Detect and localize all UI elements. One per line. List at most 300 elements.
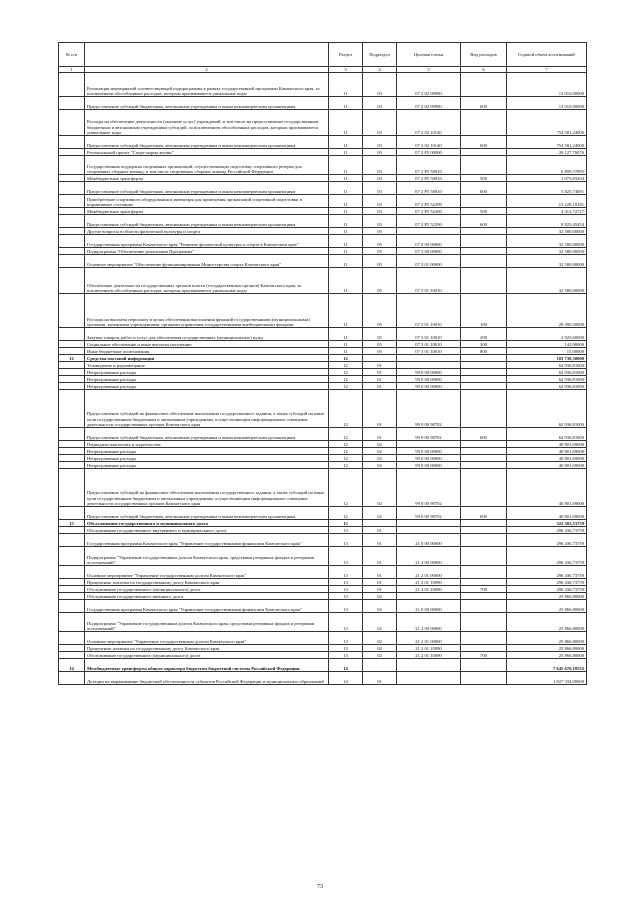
table-row xyxy=(59,579,587,586)
colnum-3: 3 xyxy=(329,67,363,73)
row-amount: 754 581,24000 xyxy=(507,136,587,149)
row-csr xyxy=(397,362,461,369)
row-razdel: 13 xyxy=(329,645,363,652)
row-vr xyxy=(461,255,507,268)
row-podrazdel xyxy=(363,355,397,362)
row-razdel: 11 xyxy=(329,195,363,208)
row-csr: 21 2 01 10090 xyxy=(397,645,461,652)
row-csr: 07 2 02 10140 xyxy=(397,136,461,149)
table-row xyxy=(59,156,587,175)
table-row xyxy=(59,73,587,97)
row-csr: 99 0 00 98702 xyxy=(397,390,461,428)
row-razdel: 11 xyxy=(329,248,363,255)
row-csr xyxy=(397,355,461,362)
row-amount: 103 738,50000 xyxy=(507,355,587,362)
row-vr xyxy=(461,228,507,235)
row-name: Непрограммные расходы xyxy=(85,369,329,376)
row-name: Обслуживание государственного внешнего долга xyxy=(85,593,329,600)
row-number xyxy=(59,195,85,208)
row-name: Обеспечение деятельности государственных органов власти (государственных органов) Камчатского края, за исключением обособленных расходов, которым присваиваются уникальные коды xyxy=(85,268,329,294)
row-podrazdel: 05 xyxy=(363,255,397,268)
row-number xyxy=(59,376,85,383)
row-razdel: 12 xyxy=(329,462,363,469)
row-name: Региональный проект "Спорт-норма жизни" xyxy=(85,149,329,156)
row-vr: 700 xyxy=(461,586,507,593)
row-podrazdel: 03 xyxy=(363,175,397,182)
row-amount: 296 436,73759 xyxy=(507,579,587,586)
row-razdel: 11 xyxy=(329,255,363,268)
row-podrazdel: 02 xyxy=(363,448,397,455)
row-number xyxy=(59,547,85,566)
row-vr xyxy=(461,448,507,455)
row-number xyxy=(59,369,85,376)
table-row xyxy=(59,294,587,328)
table-row xyxy=(59,527,587,534)
row-name: Основное мероприятие "Управление государственным долгом Камчатского края" xyxy=(85,632,329,645)
header-vr: Вид расходов xyxy=(461,43,507,67)
row-amount: 25 866,80000 xyxy=(507,593,587,600)
row-podrazdel: 02 xyxy=(363,469,397,507)
row-csr: 21 2 01 10090 xyxy=(397,586,461,593)
row-name: Предоставление субсидий бюджетным, автономным учреждениям и иным некоммерческим организациям xyxy=(85,507,329,520)
row-amount: 62 936,81000 xyxy=(507,428,587,441)
row-razdel: 11 xyxy=(329,149,363,156)
row-csr: 21 2 01 10090 xyxy=(397,652,461,659)
row-razdel: 12 xyxy=(329,369,363,376)
row-vr: 600 xyxy=(461,428,507,441)
row-podrazdel: 03 xyxy=(363,136,397,149)
row-podrazdel: 03 xyxy=(363,149,397,156)
table-row xyxy=(59,110,587,136)
row-number xyxy=(59,600,85,613)
row-podrazdel: 01 xyxy=(363,579,397,586)
row-amount: 1 073,83204 xyxy=(507,175,587,182)
row-number xyxy=(59,248,85,255)
row-amount: 25 866,80000 xyxy=(507,600,587,613)
row-razdel: 12 xyxy=(329,507,363,520)
row-razdel: 14 xyxy=(329,659,363,672)
row-podrazdel: 01 xyxy=(363,376,397,383)
row-amount: 15,00000 xyxy=(507,348,587,355)
table-row xyxy=(59,348,587,355)
row-vr xyxy=(461,156,507,175)
table-row xyxy=(59,632,587,645)
row-csr: 21 2 01 00000 xyxy=(397,632,461,645)
row-razdel: 11 xyxy=(329,228,363,235)
row-number xyxy=(59,593,85,600)
row-razdel: 13 xyxy=(329,534,363,547)
row-csr: 99 0 00 98702 xyxy=(397,469,461,507)
row-vr xyxy=(461,268,507,294)
row-amount: 4 412,72727 xyxy=(507,208,587,215)
row-csr: 99 0 00 00000 xyxy=(397,448,461,455)
row-csr: 07 3 01 10010 xyxy=(397,294,461,328)
row-number xyxy=(59,328,85,341)
header-num: № п/п xyxy=(59,43,85,67)
row-vr xyxy=(461,110,507,136)
row-razdel: 13 xyxy=(329,566,363,579)
table-row xyxy=(59,593,587,600)
row-name: Процентные платежи по государственному долгу Камчатского края xyxy=(85,579,329,586)
table-row xyxy=(59,215,587,228)
row-podrazdel: 03 xyxy=(363,182,397,195)
header-csr: Целевая статья xyxy=(397,43,461,67)
row-csr: 07 0 00 00000 xyxy=(397,235,461,248)
row-number xyxy=(59,156,85,175)
row-vr xyxy=(461,149,507,156)
header-razdel: Раздел xyxy=(329,43,363,67)
table-row xyxy=(59,228,587,235)
row-vr xyxy=(461,613,507,632)
row-amount: 754 581,24000 xyxy=(507,110,587,136)
row-podrazdel: 05 xyxy=(363,328,397,341)
row-vr xyxy=(461,672,507,685)
row-razdel: 11 xyxy=(329,97,363,110)
row-razdel: 12 xyxy=(329,441,363,448)
row-name: Обслуживание государственного (муниципального) долга xyxy=(85,652,329,659)
row-podrazdel: 05 xyxy=(363,248,397,255)
row-amount: 13 010,00000 xyxy=(507,97,587,110)
row-number xyxy=(59,645,85,652)
row-amount: 296 436,73759 xyxy=(507,527,587,534)
row-podrazdel: 03 xyxy=(363,215,397,228)
row-name: Межбюджетные трансферты общего характера бюджетам бюджетной системы Российской Федерации xyxy=(85,659,329,672)
header-row xyxy=(59,43,587,67)
row-amount: 62 936,81000 xyxy=(507,369,587,376)
row-amount: 13 228,18181 xyxy=(507,195,587,208)
colnum-7: 7 xyxy=(507,67,587,73)
row-amount: 8 825,45454 xyxy=(507,215,587,228)
table-row xyxy=(59,469,587,507)
row-csr: 07 2 P5 00000 xyxy=(397,149,461,156)
table-row xyxy=(59,390,587,428)
row-csr: 07 3 01 10010 xyxy=(397,348,461,355)
row-vr xyxy=(461,659,507,672)
row-podrazdel: 03 xyxy=(363,97,397,110)
row-name: Закупка товаров, работ и услуг для обеспечения государственных (муниципальных) нужд xyxy=(85,328,329,341)
row-vr xyxy=(461,520,507,527)
row-name: Предоставление субсидий бюджетным, автономным учреждениям и иным некоммерческим организациям xyxy=(85,215,329,228)
row-razdel: 12 xyxy=(329,455,363,462)
row-vr xyxy=(461,455,507,462)
row-name: Предоставление субсидий бюджетным, автономным учреждениям и иным некоммерческим организациям xyxy=(85,97,329,110)
row-csr: 21 0 00 00000 xyxy=(397,600,461,613)
row-name: Государственная поддержка спортивных организаций, осуществляющих подготовку спортивного резерва для спортивных сборных команд, в том числе спортивных сборных команд Российской Федерации xyxy=(85,156,329,175)
row-podrazdel: 02 xyxy=(363,441,397,448)
row-razdel: 11 xyxy=(329,341,363,348)
row-name: Непрограммные расходы xyxy=(85,383,329,390)
row-podrazdel: 01 xyxy=(363,534,397,547)
row-name: Предоставление субсидий на финансовое обеспечение выполнения государственного задания, а также субсидий на иные цели государственным бюджетным и автономным учреждениям, осуществляющим информационное освещение деятельности государственных органов Камчатского края xyxy=(85,469,329,507)
row-name: Средства массовой информации xyxy=(85,355,329,362)
row-razdel: 11 xyxy=(329,182,363,195)
row-vr xyxy=(461,534,507,547)
row-vr: 200 xyxy=(461,328,507,341)
row-razdel: 12 xyxy=(329,390,363,428)
row-amount: 1 827 334,00000 xyxy=(507,672,587,685)
row-podrazdel: 02 xyxy=(363,462,397,469)
table-row xyxy=(59,383,587,390)
row-podrazdel: 01 xyxy=(363,383,397,390)
header-name xyxy=(85,43,329,67)
row-amount: 40 801,69000 xyxy=(507,469,587,507)
table-row xyxy=(59,645,587,652)
colnum-1: 1 xyxy=(59,67,85,73)
row-name: Предоставление субсидий на финансовое обеспечение выполнения государственного задания, а также субсидий на иные цели государственным бюджетным и автономным учреждениям, осуществляющим информационное освещение деятельности государственных органов Камчатского края xyxy=(85,390,329,428)
row-number: 14 xyxy=(59,659,85,672)
row-number xyxy=(59,341,85,348)
row-number xyxy=(59,579,85,586)
row-number xyxy=(59,208,85,215)
table-row xyxy=(59,600,587,613)
row-number: 13 xyxy=(59,520,85,527)
table-row xyxy=(59,448,587,455)
row-razdel: 11 xyxy=(329,235,363,248)
row-number xyxy=(59,428,85,441)
row-csr: 07 2 P5 50810 xyxy=(397,156,461,175)
row-podrazdel: 01 xyxy=(363,390,397,428)
row-number xyxy=(59,294,85,328)
row-amount: 40 801,69000 xyxy=(507,441,587,448)
table-row xyxy=(59,182,587,195)
row-vr: 600 xyxy=(461,507,507,520)
row-number: 12 xyxy=(59,355,85,362)
row-number xyxy=(59,441,85,448)
row-number xyxy=(59,215,85,228)
row-amount: 40 801,69000 xyxy=(507,462,587,469)
row-amount: 32 580,00000 xyxy=(507,248,587,255)
row-name: Дотации на выравнивание бюджетной обеспеченности субъектов Российской Федерации и муниципальных образований xyxy=(85,672,329,685)
row-name: Реализация мероприятий соответствующей подпрограммы в рамках государственной программы Камчатского края, за исключением обособленных расходов, которым присваиваются уникальные коды xyxy=(85,73,329,97)
row-csr xyxy=(397,527,461,534)
row-podrazdel: 01 xyxy=(363,672,397,685)
table-row xyxy=(59,376,587,383)
row-csr: 07 2 02 09990 xyxy=(397,97,461,110)
colnum-4: 4 xyxy=(363,67,397,73)
row-podrazdel: 01 xyxy=(363,428,397,441)
row-amount: 40 801,69000 xyxy=(507,455,587,462)
row-csr: 99 0 00 00000 xyxy=(397,383,461,390)
row-amount: 13 010,00000 xyxy=(507,73,587,97)
row-csr: 99 0 00 98702 xyxy=(397,507,461,520)
row-vr xyxy=(461,632,507,645)
row-podrazdel: 05 xyxy=(363,294,397,328)
row-vr: 800 xyxy=(461,348,507,355)
row-name: Иные бюджетные ассигнования xyxy=(85,348,329,355)
row-name: Государственная программа Камчатского края "Управление государственными финансами Камчатского края" xyxy=(85,600,329,613)
row-podrazdel: 01 xyxy=(363,566,397,579)
row-name: Государственная программа Камчатского края "Управление государственными финансами Камчатского края" xyxy=(85,534,329,547)
row-podrazdel: 02 xyxy=(363,613,397,632)
row-csr: 21 2 00 00000 xyxy=(397,547,461,566)
table-row xyxy=(59,534,587,547)
row-vr: 600 xyxy=(461,97,507,110)
row-csr: 99 0 00 00000 xyxy=(397,455,461,462)
row-amount: 25 866,80000 xyxy=(507,652,587,659)
row-name: Периодическая печать и издательства xyxy=(85,441,329,448)
colnum-6: 6 xyxy=(461,67,507,73)
header-amount: Годовой объем ассигнований xyxy=(507,43,587,67)
row-name: Социальное обеспечение и иные выплаты населению xyxy=(85,341,329,348)
row-name: Межбюджетные трансферты xyxy=(85,208,329,215)
row-name: Обслуживание государственного и муниципального долга xyxy=(85,520,329,527)
row-podrazdel: 03 xyxy=(363,195,397,208)
row-name: Межбюджетные трансферты xyxy=(85,175,329,182)
row-vr xyxy=(461,248,507,255)
row-number xyxy=(59,228,85,235)
row-razdel: 11 xyxy=(329,110,363,136)
row-number xyxy=(59,175,85,182)
row-number xyxy=(59,182,85,195)
table-row xyxy=(59,441,587,448)
row-podrazdel: 02 xyxy=(363,455,397,462)
row-name: Непрограммные расходы xyxy=(85,448,329,455)
row-amount: 32 580,00000 xyxy=(507,228,587,235)
row-razdel: 12 xyxy=(329,355,363,362)
row-amount: 32 580,00000 xyxy=(507,255,587,268)
row-razdel: 12 xyxy=(329,362,363,369)
row-vr: 300 xyxy=(461,341,507,348)
row-name: Подпрограмма "Обеспечение реализации Программы" xyxy=(85,248,329,255)
row-razdel: 12 xyxy=(329,469,363,507)
row-amount: 296 436,73759 xyxy=(507,547,587,566)
row-vr: 600 xyxy=(461,182,507,195)
row-csr: 07 3 00 00000 xyxy=(397,248,461,255)
row-number xyxy=(59,586,85,593)
row-razdel: 11 xyxy=(329,328,363,341)
row-amount: 296 436,73759 xyxy=(507,586,587,593)
row-number xyxy=(59,383,85,390)
row-vr xyxy=(461,441,507,448)
row-razdel: 13 xyxy=(329,579,363,586)
row-razdel: 11 xyxy=(329,73,363,97)
row-vr xyxy=(461,593,507,600)
row-amount: 29 490,50000 xyxy=(507,294,587,328)
row-name: Обслуживание государственного (муниципального) долга xyxy=(85,586,329,593)
row-amount: 32 580,00000 xyxy=(507,268,587,294)
row-vr xyxy=(461,527,507,534)
row-number xyxy=(59,613,85,632)
row-number xyxy=(59,507,85,520)
table-row xyxy=(59,248,587,255)
row-csr: 99 0 00 00000 xyxy=(397,462,461,469)
row-amount: 142,90000 xyxy=(507,341,587,348)
row-podrazdel: 03 xyxy=(363,73,397,97)
table-row xyxy=(59,195,587,208)
document-sheet xyxy=(58,42,586,685)
row-number xyxy=(59,73,85,97)
row-vr xyxy=(461,73,507,97)
row-number xyxy=(59,110,85,136)
row-podrazdel: 05 xyxy=(363,228,397,235)
row-vr xyxy=(461,376,507,383)
row-name: Предоставление субсидий бюджетным, автономным учреждениям и иным некоммерческим организациям xyxy=(85,182,329,195)
row-csr xyxy=(397,672,461,685)
row-podrazdel: 03 xyxy=(363,110,397,136)
table-row xyxy=(59,566,587,579)
table-row xyxy=(59,255,587,268)
row-vr xyxy=(461,235,507,248)
row-amount: 40 801,69000 xyxy=(507,507,587,520)
row-name: Расходы на выплаты персоналу в целях обеспечения выполнения функций государственными (муниципальными) органами, казенными учреждениями, органами управления государственными внебюджетными фондами xyxy=(85,294,329,328)
row-csr: 07 2 P5 50810 xyxy=(397,175,461,182)
row-razdel: 11 xyxy=(329,136,363,149)
row-razdel: 13 xyxy=(329,520,363,527)
row-razdel: 11 xyxy=(329,175,363,182)
row-vr xyxy=(461,369,507,376)
row-name: Непрограммные расходы xyxy=(85,376,329,383)
page-number: 73 xyxy=(317,884,323,890)
row-vr xyxy=(461,390,507,428)
row-razdel: 12 xyxy=(329,428,363,441)
row-amount: 25 866,80000 xyxy=(507,645,587,652)
row-podrazdel: 02 xyxy=(363,593,397,600)
row-amount: 6 899,57895 xyxy=(507,156,587,175)
row-podrazdel: 02 xyxy=(363,632,397,645)
row-csr xyxy=(397,228,461,235)
table-row xyxy=(59,455,587,462)
row-razdel: 13 xyxy=(329,600,363,613)
row-vr xyxy=(461,579,507,586)
row-csr: 07 2 P5 50810 xyxy=(397,182,461,195)
row-razdel: 13 xyxy=(329,593,363,600)
row-name: Обслуживание государственного внутреннего и муниципального долга xyxy=(85,527,329,534)
row-name: Другие вопросы в области физической культуры и спорта xyxy=(85,228,329,235)
row-vr: 600 xyxy=(461,136,507,149)
row-number xyxy=(59,566,85,579)
row-vr xyxy=(461,547,507,566)
table-body xyxy=(59,73,587,685)
row-name: Подпрограмма "Управление государственным долгом Камчатского края, средствами резервных фондов и резервами ассигнований" xyxy=(85,613,329,632)
row-csr xyxy=(397,520,461,527)
table-row xyxy=(59,136,587,149)
table-row xyxy=(59,613,587,632)
row-csr: 21 2 01 00000 xyxy=(397,566,461,579)
row-name: Подпрограмма "Управление государственным долгом Камчатского края, средствами резервных фондов и резервами ассигнований" xyxy=(85,547,329,566)
header-podrazdel: Подраздел xyxy=(363,43,397,67)
row-podrazdel: 05 xyxy=(363,348,397,355)
row-csr: 07 2 P5 52290 xyxy=(397,215,461,228)
table-row xyxy=(59,369,587,376)
row-amount: 20 127,76076 xyxy=(507,149,587,156)
row-razdel: 11 xyxy=(329,215,363,228)
row-number xyxy=(59,97,85,110)
table-row xyxy=(59,149,587,156)
row-razdel: 11 xyxy=(329,294,363,328)
row-csr xyxy=(397,441,461,448)
row-razdel: 13 xyxy=(329,586,363,593)
row-podrazdel: 01 xyxy=(363,586,397,593)
row-razdel: 13 xyxy=(329,527,363,534)
row-vr xyxy=(461,383,507,390)
row-amount: 322 302,53759 xyxy=(507,520,587,527)
row-number xyxy=(59,235,85,248)
row-podrazdel: 01 xyxy=(363,527,397,534)
table-row xyxy=(59,355,587,362)
row-podrazdel: 03 xyxy=(363,208,397,215)
row-podrazdel: 02 xyxy=(363,600,397,613)
row-csr: 21 2 00 00000 xyxy=(397,613,461,632)
table-row xyxy=(59,462,587,469)
row-vr xyxy=(461,645,507,652)
row-razdel: 14 xyxy=(329,672,363,685)
row-name: Предоставление субсидий бюджетным, автономным учреждениям и иным некоммерческим организациям xyxy=(85,136,329,149)
row-amount: 5 825,74691 xyxy=(507,182,587,195)
row-amount: 40 801,69000 xyxy=(507,448,587,455)
row-name: Приобретение спортивного оборудования и инвентаря для приведения организаций спортивной подготовки в нормативное состояние xyxy=(85,195,329,208)
table-row xyxy=(59,268,587,294)
table-row xyxy=(59,175,587,182)
